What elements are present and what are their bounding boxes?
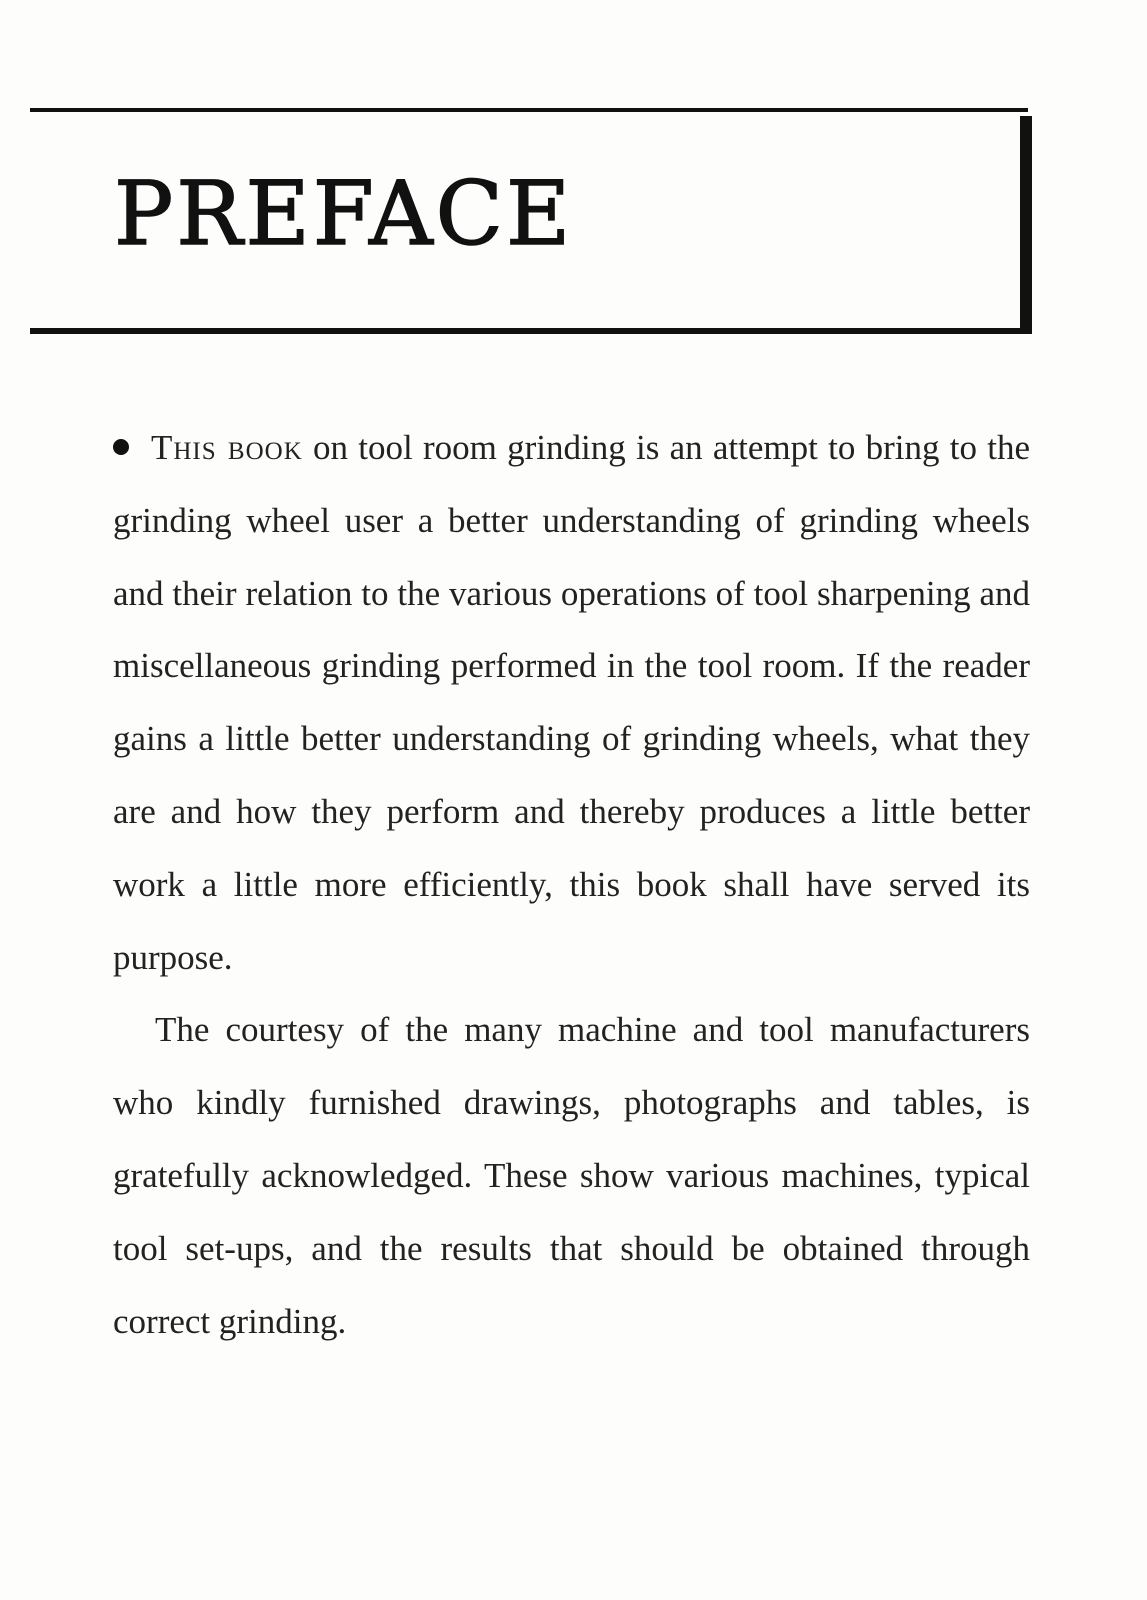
paragraph-2: The courtesy of the many machine and tool manufacturers who kindly furnished drawings, photographs and tables, is gratefully acknowledged. These show various machines, typical tool set-ups, and the results that should be obtained through correct grinding. (113, 1010, 1030, 1341)
preface-body (113, 412, 1030, 1358)
paragraph-1-lead: This book (151, 428, 303, 467)
page-title: PREFACE (114, 162, 574, 265)
title-rule-bottom (30, 328, 1032, 334)
title-rule-top (30, 108, 1028, 112)
paragraph-1-text: on tool room grinding is an attempt to bring to the grinding wheel user a better understanding of grinding wheels and their relation to the various operations of tool sharpening and miscellaneous grinding performed in the tool room. If the reader gains a little better understanding of grinding wheels, what they are and how they perform and thereby produces a little better work a little more efficiently, this book shall have served its purpose. (113, 428, 1030, 977)
title-rule-right (1020, 116, 1032, 334)
bullet-icon (113, 439, 129, 455)
paragraph-1 (113, 412, 1030, 994)
title-box (30, 108, 1028, 334)
